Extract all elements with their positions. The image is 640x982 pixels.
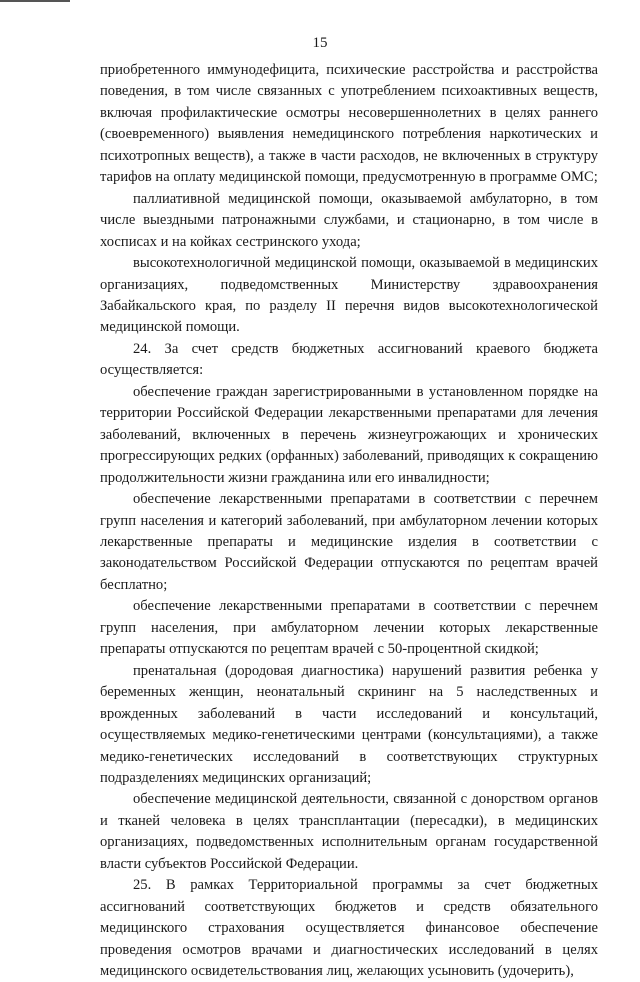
paragraph-prenatal-diagnostics: пренатальная (дородовая диагностика) нарушений развития ребенка у беременных женщин, неонатальный скрининг на 5 наследственных и врожденных заболеваний в части исследований и консультаций, осуществляемых медико-генетическими центрами (консультациями), а также медико-генетических исследований в соответствующих структурных подразделениях медицинских организаций; — [100, 662, 598, 786]
document-body — [100, 60, 598, 982]
paragraph-item-24: 24. За счет средств бюджетных ассигнований краевого бюджета осуществляется: — [100, 340, 598, 379]
paragraph-free-prescriptions: обеспечение лекарственными препаратами в соответствии с перечнем групп населения и категорий заболеваний, при амбулаторном лечении которых лекарственные препараты и медицинские изделия в соответствии с законодательством Российской Федерации отпускаются по рецептам врачей бесплатно; — [100, 491, 598, 593]
page-number: 15 — [312, 35, 328, 51]
paragraph-item-25: 25. В рамках Территориальной программы за счет бюджетных ассигнований соответствующих бюджетов и средств обязательного медицинского страхования осуществляется финансовое обеспечение проведения осмотров врачами и диагностических исследований в целях медицинского освидетельствования лиц, желающих усыновить (удочерить), — [100, 877, 598, 980]
paragraph-continued: приобретенного иммунодефицита, психические расстройства и расстройства поведения, в том числе связанных с употреблением психоактивных веществ, включая профилактические осмотры несовершеннолетних в целях раннего (своевременного) выявления немедицинского потребления наркотических и психотропных веществ), а также в части расходов, не включенных в структуру тарифов на оплату медицинской помощи, предусмотренную в программе ОМС; — [100, 62, 598, 186]
paragraph-palliative-care: паллиативной медицинской помощи, оказываемой амбулаторно, в том числе выездными патронажными службами, и стационарно, в том числе в хосписах и на койках сестринского ухода; — [100, 190, 598, 250]
paragraph-organ-donation: обеспечение медицинской деятельности, связанной с донорством органов и тканей человека в целях трансплантации (пересадки), в медицинских организациях, подведомственных исполнительным органам государственной власти субъектов Российской Федерации. — [100, 791, 598, 872]
top-edge-rule — [0, 0, 70, 2]
paragraph-high-tech-care: высокотехнологичной медицинской помощи, оказываемой в медицинских организациях, подведомственных Министерству здравоохранения Забайкальского края, по разделу II перечня видов высокотехнологической медицинской помощи. — [100, 255, 598, 336]
paragraph-orphan-drugs: обеспечение граждан зарегистрированными в установленном порядке на территории Российской Федерации лекарственными препаратами для лечения заболеваний, включенных в перечень жизнеугрожающих и хронических прогрессирующих редких (орфанных) заболеваний, приводящих к сокращению продолжительности жизни гражданина или его инвалидности; — [100, 383, 598, 486]
paragraph-discount-prescriptions: обеспечение лекарственными препаратами в соответствии с перечнем групп населения, при амбулаторном лечении которых лекарственные препараты отпускаются по рецептам врачей с 50-процентной скидкой; — [100, 598, 598, 658]
